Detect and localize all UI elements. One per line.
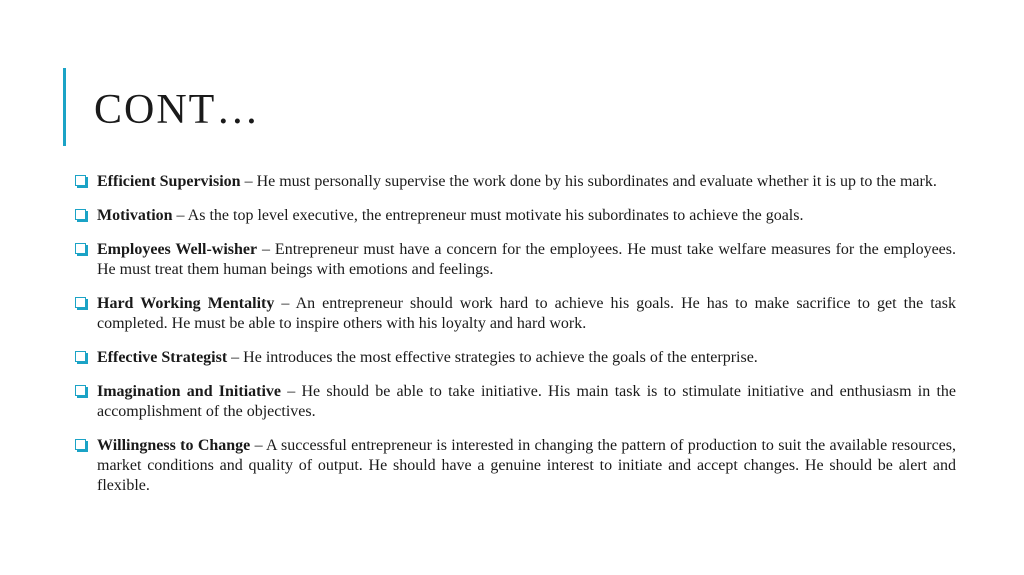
square-bullet-icon [75,175,86,186]
bullet-list [72,172,956,510]
title-accent-bar [63,68,66,146]
bullet-item-hard-working-mentality [72,294,956,334]
bullet-text: – He should be able to take initiative. His main task is to stimulate initiative and enthusiasm in the accomplishment of the objectives. [97,383,956,420]
bullet-item-imagination-and-initiative [72,382,956,422]
bullet-text: – An entrepreneur should work hard to achieve his goals. He has to make sacrifice to get the task completed. He must be able to inspire others with his loyalty and hard work. [97,295,956,332]
bullet-term: Efficient Supervision [97,173,241,190]
bullet-term: Employees Well-wisher [97,241,258,258]
bullet-item-willingness-to-change [72,436,956,496]
slide-title: CONT… [94,87,261,133]
bullet-text: – He introduces the most effective strategies to achieve the goals of the enterprise. [227,349,758,366]
bullet-item-motivation [72,206,956,226]
bullet-text: – As the top level executive, the entrepreneur must motivate his subordinates to achieve the goals. [172,207,804,224]
square-bullet-icon [75,351,86,362]
bullet-text: – Entrepreneur must have a concern for the employees. He must take welfare measures for the employees. He must treat them human beings with emotions and feelings. [97,241,956,278]
square-bullet-icon [75,209,86,220]
bullet-item-effective-strategist [72,348,956,368]
square-bullet-icon [75,297,86,308]
bullet-term: Effective Strategist [97,349,228,366]
bullet-text: – A successful entrepreneur is interested in changing the pattern of production to suit the available resources, market conditions and quality of output. He should have a genuine interest to initiate and accept changes. He should be alert and flexible. [97,437,957,494]
bullet-item-efficient-supervision [72,172,956,192]
square-bullet-icon [75,439,86,450]
square-bullet-icon [75,385,86,396]
square-bullet-icon [75,243,86,254]
bullet-term: Motivation [97,207,173,224]
bullet-text: – He must personally supervise the work done by his subordinates and evaluate whether it is up to the mark. [240,173,937,190]
bullet-term: Hard Working Mentality [97,295,275,312]
bullet-term: Willingness to Change [97,437,251,454]
bullet-term: Imagination and Initiative [97,383,282,400]
bullet-item-employees-well-wisher [72,240,956,280]
